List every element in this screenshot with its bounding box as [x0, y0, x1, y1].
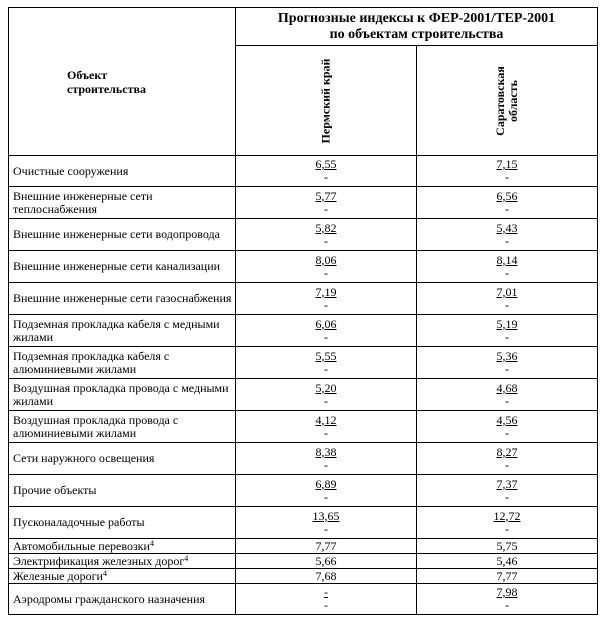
- row-object-name: Воздушная прокладка провода с медными жилами: [9, 379, 236, 411]
- table-row: [9, 283, 598, 315]
- perm-value-cell: [236, 475, 417, 507]
- header-region-saratov-cell: [417, 46, 598, 156]
- perm-value: 8,38: [315, 444, 337, 459]
- saratov-value: 5,19: [496, 316, 518, 331]
- saratov-value: 7,01: [496, 284, 518, 299]
- perm-value: 6,06: [315, 316, 337, 331]
- perm-value-cell: [236, 251, 417, 283]
- row-object-name: Внешние инженерные сети водопровода: [9, 219, 236, 251]
- perm-value: 7,77: [236, 539, 417, 554]
- header-object-cell: [9, 8, 236, 156]
- row-object-name: Пусконаладочные работы: [9, 507, 236, 539]
- table-row: [9, 187, 598, 219]
- saratov-value-cell: [417, 507, 598, 539]
- table-row: [9, 379, 598, 411]
- perm-value-cell: [236, 347, 417, 379]
- saratov-value-cell: [417, 187, 598, 219]
- saratov-value-cell: [417, 411, 598, 443]
- saratov-value: 5,75: [417, 539, 598, 554]
- saratov-value: 7,77: [417, 569, 598, 584]
- row-object-name: Электрификация железных дорог: [13, 553, 185, 568]
- saratov-sub-value: -: [505, 521, 509, 536]
- table-row: [9, 475, 598, 507]
- saratov-value: 7,37: [496, 476, 518, 491]
- perm-sub-value: -: [324, 170, 328, 184]
- saratov-value-cell: [417, 219, 598, 251]
- row-object-name: Сети наружного освещения: [9, 443, 236, 475]
- row-object-name: Внешние инженерные сети канализации: [9, 251, 236, 283]
- perm-sub-value: -: [324, 457, 328, 472]
- saratov-value-cell: [417, 347, 598, 379]
- saratov-value: 8,27: [496, 444, 518, 459]
- perm-value-cell: [236, 187, 417, 219]
- row-object-name: Подземная прокладка кабеля с алюминиевыми жилами: [9, 347, 236, 379]
- saratov-value-cell: [417, 475, 598, 507]
- saratov-value: 5,46: [417, 554, 598, 569]
- perm-value: 7,19: [315, 284, 337, 299]
- table-row: [9, 347, 598, 379]
- header-region-saratov: Саратовская область: [493, 65, 520, 136]
- row-object-name: Очистные сооружения: [9, 156, 236, 187]
- header-title-cell: [236, 8, 598, 46]
- perm-value: 6,89: [315, 476, 337, 491]
- perm-value: 5,20: [315, 380, 337, 395]
- row-object-name: Железные дороги: [13, 568, 103, 583]
- table-row: [9, 554, 598, 569]
- saratov-value-cell: [417, 251, 598, 283]
- perm-value: -: [324, 585, 328, 599]
- perm-value: 13,65: [312, 508, 340, 523]
- row-object-name: Прочие объекты: [9, 475, 236, 507]
- footnote-mark: 4: [102, 568, 107, 578]
- saratov-value: 5,36: [496, 348, 518, 363]
- perm-value-cell: [236, 283, 417, 315]
- saratov-value: 4,68: [496, 380, 518, 395]
- row-object-cell: [9, 554, 236, 569]
- row-object-name: Воздушная прокладка провода с алюминиевыми жилами: [9, 411, 236, 443]
- header-title-line1: Прогнозные индексы к ФЕР-2001/ТЕР-2001: [277, 10, 556, 26]
- saratov-value: 6,56: [496, 188, 518, 203]
- saratov-value: 8,14: [496, 252, 518, 267]
- header-object-label: Объект строительства: [67, 67, 146, 96]
- perm-value: 5,55: [315, 348, 337, 363]
- saratov-value: 12,72: [493, 508, 521, 523]
- row-object-name: Аэродромы гражданского назначения: [9, 584, 236, 615]
- row-object-name: Внешние инженерные сети газоснабжения: [9, 283, 236, 315]
- perm-sub-value: -: [324, 265, 328, 280]
- saratov-sub-value: -: [505, 425, 509, 440]
- saratov-value-cell: [417, 379, 598, 411]
- saratov-sub-value: -: [505, 297, 509, 312]
- footnote-mark: 4: [184, 553, 189, 563]
- header-region-perm: Пермский край: [318, 58, 333, 143]
- perm-value-cell: [236, 411, 417, 443]
- saratov-sub-value: -: [505, 265, 509, 280]
- saratov-sub-value: -: [505, 489, 509, 504]
- saratov-value-cell: [417, 156, 598, 187]
- saratov-value-cell: [417, 443, 598, 475]
- perm-sub-value: -: [324, 598, 328, 612]
- row-object-name: Автомобильные перевозки: [13, 538, 150, 553]
- table-row: [9, 156, 598, 187]
- table-row: [9, 507, 598, 539]
- perm-value-cell: [236, 443, 417, 475]
- saratov-sub-value: -: [505, 233, 509, 248]
- saratov-sub-value: -: [505, 201, 509, 216]
- saratov-sub-value: -: [505, 457, 509, 472]
- row-object-cell: [9, 569, 236, 584]
- header-region-perm-cell: [236, 46, 417, 156]
- perm-sub-value: -: [324, 201, 328, 216]
- row-object-name: Внешние инженерные сети теплоснабжения: [9, 187, 236, 219]
- saratov-sub-value: -: [505, 598, 509, 612]
- perm-value-cell: [236, 379, 417, 411]
- table-row: [9, 411, 598, 443]
- forecast-index-table: [8, 7, 598, 615]
- saratov-value: 5,43: [496, 220, 518, 235]
- saratov-value-cell: [417, 584, 598, 615]
- table-row: [9, 315, 598, 347]
- perm-value: 5,66: [236, 554, 417, 569]
- saratov-sub-value: -: [505, 361, 509, 376]
- table-row: [9, 219, 598, 251]
- header-title-line2: по объектам строительства: [329, 26, 504, 42]
- perm-value: 8,06: [315, 252, 337, 267]
- perm-value-cell: [236, 584, 417, 615]
- saratov-sub-value: -: [505, 170, 509, 184]
- saratov-value: 7,15: [496, 157, 518, 171]
- saratov-sub-value: -: [505, 329, 509, 344]
- saratov-value-cell: [417, 283, 598, 315]
- perm-sub-value: -: [324, 489, 328, 504]
- saratov-value: 7,98: [496, 585, 518, 599]
- header-row-title: [9, 8, 598, 46]
- perm-value-cell: [236, 315, 417, 347]
- footnote-mark: 4: [149, 538, 154, 548]
- perm-value: 5,82: [315, 220, 337, 235]
- perm-value: 6,55: [315, 157, 337, 171]
- table-row: [9, 584, 598, 615]
- perm-value-cell: [236, 507, 417, 539]
- perm-sub-value: -: [324, 361, 328, 376]
- perm-value: 4,12: [315, 412, 337, 427]
- perm-value: 5,77: [315, 188, 337, 203]
- perm-sub-value: -: [324, 297, 328, 312]
- saratov-value: 4,56: [496, 412, 518, 427]
- saratov-value-cell: [417, 315, 598, 347]
- perm-sub-value: -: [324, 233, 328, 248]
- row-object-name: Подземная прокладка кабеля с медными жилами: [9, 315, 236, 347]
- perm-sub-value: -: [324, 393, 328, 408]
- perm-sub-value: -: [324, 521, 328, 536]
- table-row: [9, 251, 598, 283]
- row-object-cell: [9, 539, 236, 554]
- perm-sub-value: -: [324, 329, 328, 344]
- perm-value-cell: [236, 219, 417, 251]
- saratov-sub-value: -: [505, 393, 509, 408]
- perm-sub-value: -: [324, 425, 328, 440]
- table-row: [9, 569, 598, 584]
- table-row: [9, 539, 598, 554]
- table-row: [9, 443, 598, 475]
- perm-value: 7,68: [236, 569, 417, 584]
- perm-value-cell: [236, 156, 417, 187]
